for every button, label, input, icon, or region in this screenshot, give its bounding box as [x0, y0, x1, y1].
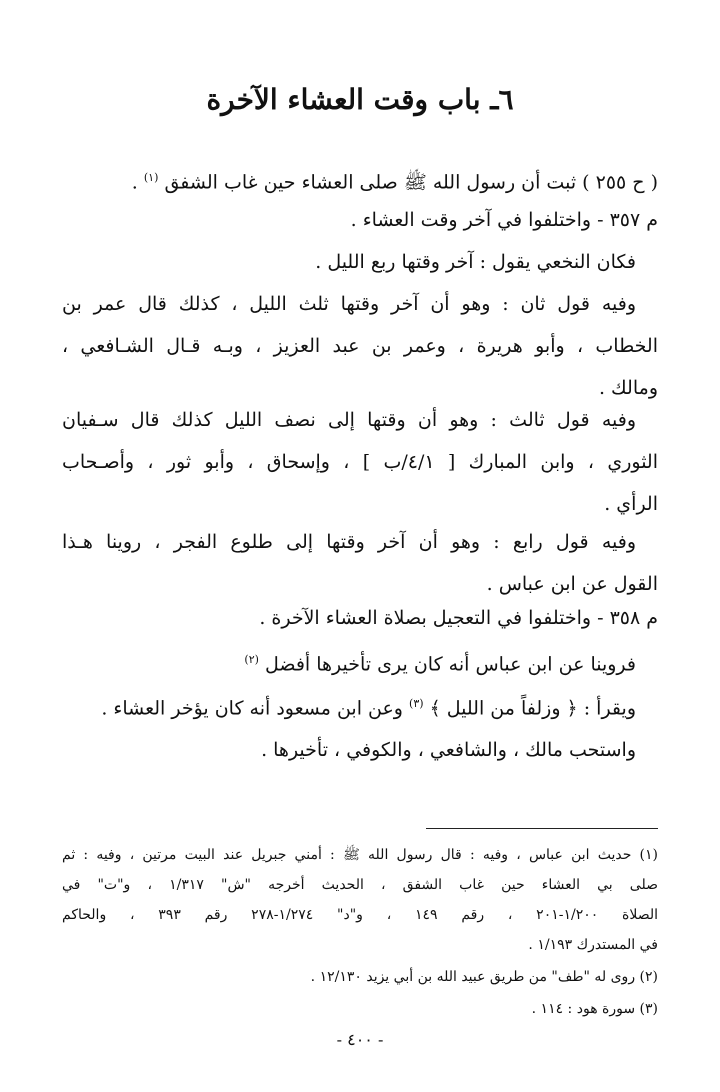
paragraph-line: ويقرأ : ﴿ وزلفاً من الليل ﴾ $^{(٣)}$ وعن ابن مسعود أنه كان يؤخر العشاء . [101, 697, 636, 720]
footnote-line: (١) حديث ابن عباس ، وفيه : قال رسول الله ﷺ : أمني جبريل عند البيت مرتين ، وفيه : ثم [62, 847, 658, 863]
footnote-line: (٣) سورة هود : ١١٤ . [531, 1001, 658, 1017]
paragraph-line: واستحب مالك ، والشافعي ، والكوفي ، تأخيرها . [261, 739, 636, 761]
hadith-line: ( ح ٢٥٥ ) ثبت أن رسول الله ﷺ صلى العشاء حين غاب الشفق $^{(١)}$ . [131, 171, 658, 194]
paragraph-line: القول عن ابن عباس . [486, 573, 658, 595]
footnote-ref: (٢) [244, 653, 259, 666]
paragraph-line: الثوري ، وابن المبارك [ ٤/١/ب ] ، وإسحاق ، وأبو ثور ، وأصـحاب [62, 451, 659, 473]
paragraph-line: الخطاب ، وأبو هريرة ، وعمر بن عبد العزيز ، وبـه قـال الشـافعي ، [62, 335, 658, 357]
paragraph-line: فروينا عن ابن عباس أنه كان يرى تأخيرها أفضل $^{(٢)}$ [244, 653, 636, 676]
paragraph-line: وفيه قول رابع : وهو أن آخر وقتها إلى طلوع الفجر ، روينا هـذا [62, 531, 636, 553]
footnote-ref: (١) [143, 171, 159, 184]
footnote-line: صلى بي العشاء حين غاب الشفق ، الحديث أخرجه "ش" ١/٣١٧ ، و"ت" في [62, 877, 658, 893]
issue-357-heading: م ٣٥٧ - واختلفوا في آخر وقت العشاء . [350, 209, 658, 231]
footnote-line: الصلاة ١/٢٠٠-٢٠١ ، رقم ١٤٩ ، و"د" ١/٢٧٤-٢٧٨ رقم ٣٩٣ ، والحاكم [62, 907, 659, 923]
issue-358-heading: م ٣٥٨ - واختلفوا في التعجيل بصلاة العشاء الآخرة . [259, 607, 658, 629]
paragraph-line: الرأي . [604, 493, 658, 515]
footnote-ref: (٣) [409, 697, 424, 710]
footnote-line: في المستدرك ١/١٩٣ . [528, 937, 658, 953]
paragraph-line: وفيه قول ثالث : وهو أن وقتها إلى نصف الليل كذلك قال سـفيان [62, 409, 636, 431]
paragraph-line: وفيه قول ثان : وهو أن آخر وقتها ثلث الليل ، كذلك قال عمر بن [62, 293, 636, 315]
page-number: - ٤٠٠ - [336, 1030, 384, 1049]
paragraph-line: فكان النخعي يقول : آخر وقتها ربع الليل . [315, 251, 636, 273]
footnote-divider [426, 828, 658, 829]
footnote-line: (٢) روى له "طف" من طريق عبيد الله بن أبي يزيد ١٢/١٣٠ . [310, 969, 658, 985]
paragraph-line: ومالك . [598, 377, 658, 399]
chapter-title: ٦ـ باب وقت العشاء الآخرة [206, 83, 514, 116]
